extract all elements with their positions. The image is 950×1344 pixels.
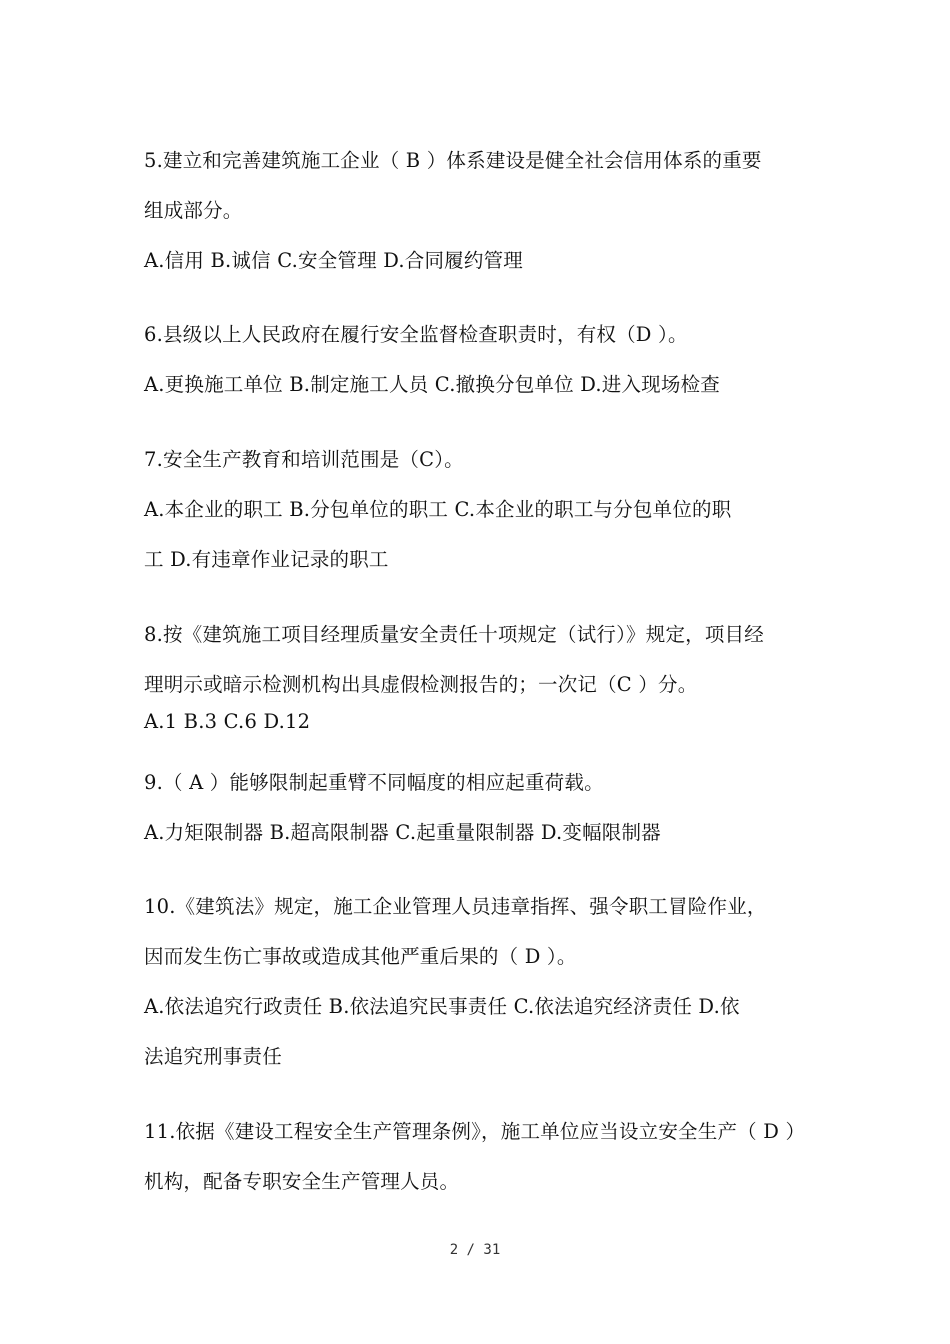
question-7-stem-line-1: 7.安全生产教育和培训范围是（C）。 <box>144 448 464 471</box>
question-8-stem-line-2: 理明示或暗示检测机构出具虚假检测报告的；一次记（C ）分。 <box>144 673 698 696</box>
question-9-options: A.力矩限制器 B.超高限制器 C.起重量限制器 D.变幅限制器 <box>144 821 661 844</box>
question-8-options: A.1 B.3 C.6 D.12 <box>144 710 311 733</box>
question-11-stem-line-1: 11.依据《建设工程安全生产管理条例》，施工单位应当设立安全生产（ D ） <box>144 1120 806 1143</box>
question-10-stem-line-2: 因而发生伤亡事故或造成其他严重后果的（ D ）。 <box>144 945 577 968</box>
question-10-options-line-2: 法追究刑事责任 <box>144 1045 282 1068</box>
question-5-options: A.信用 B.诚信 C.安全管理 D.合同履约管理 <box>144 249 523 272</box>
page-number: 2 / 31 <box>449 1242 501 1258</box>
question-6-stem-line-1: 6.县级以上人民政府在履行安全监督检查职责时，有权（D ）。 <box>144 323 688 346</box>
question-11-stem-line-2: 机构，配备专职安全生产管理人员。 <box>144 1170 460 1193</box>
question-5-stem-line-1: 5.建立和完善建筑施工企业（ B ）体系建设是健全社会信用体系的重要 <box>144 149 762 172</box>
question-10-stem-line-1: 10.《建筑法》规定，施工企业管理人员违章指挥、强令职工冒险作业， <box>144 895 767 918</box>
question-6-options: A.更换施工单位 B.制定施工人员 C.撤换分包单位 D.进入现场检查 <box>144 373 720 396</box>
question-10-options-line-1: A.依法追究行政责任 B.依法追究民事责任 C.依法追究经济责任 D.依 <box>144 995 740 1018</box>
question-5-stem-line-2: 组成部分。 <box>144 199 243 222</box>
question-7-options-line-2: 工 D.有违章作业记录的职工 <box>144 548 389 571</box>
question-9-stem-line-1: 9.（ A ）能够限制起重臂不同幅度的相应起重荷载。 <box>144 771 604 794</box>
question-8-stem-line-1: 8.按《建筑施工项目经理质量安全责任十项规定（试行）》规定，项目经 <box>144 623 764 646</box>
question-7-options-line-1: A.本企业的职工 B.分包单位的职工 C.本企业的职工与分包单位的职 <box>144 498 732 521</box>
